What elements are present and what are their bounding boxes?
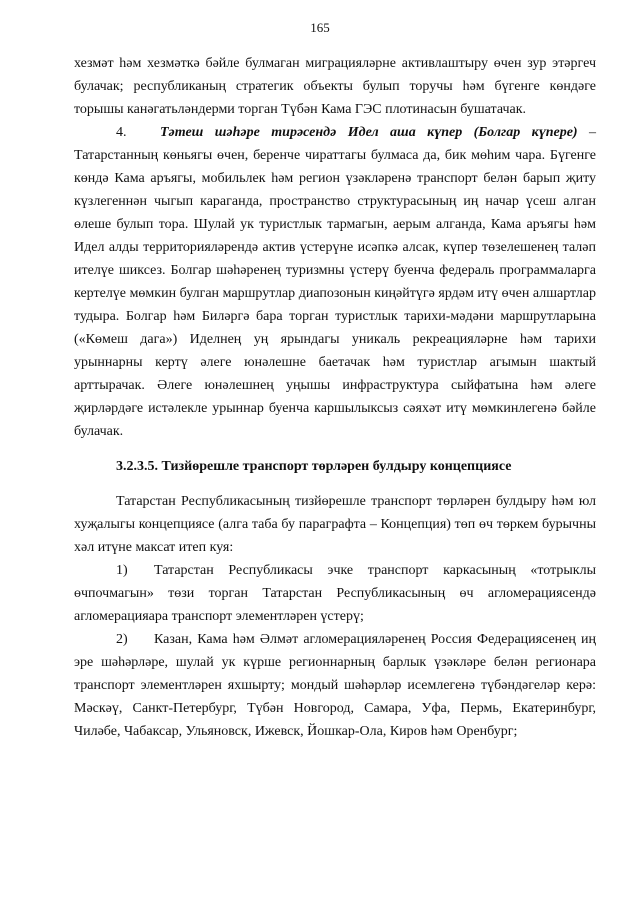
item-text: – Татарстанның көньягы өчен, беренче чираттагы булмаса да, бик мөһим чара. Бүгенге көндә Кама аръягы, мобильлек һәм регион үзәкләренә транспорт белән барып җиту күзлегеннән чыгып караганда, пространство структурасының иң начар үсеш алган өлеше булып тора. Шулай ук туристлык тармагын, аерым алганда, Кама аръягы һәм Идел алды территорияләрендә актив үстерүне исәпкә алсак, күпер төзелешенең таләп ителүе шиксез. Болгар шәһәренең туризмны үстерү буенча федераль программаларга кертелүе мөмкин булган маршрутлар диапозонын киңәйтүгә ярдәм итү өчен алшартлар тудыра. Болгар һәм Биләргә бара торган туристлык тарихи-мәдәни маршрутларына («Көмеш дага») Иделнең уң ярындагы уникаль рекреацияләрне һәм тарихи урыннарны кертү әлеге юнәлешне баетачак һәм туристлар агымын шактый арттырачак. Әлеге юнәлешнең уңышы инфраструктура сыйфатына һәм әлеге җирләрдәге истәлекле урыннар буенча каршылыксыз сәяхәт итү мөмкинлегенә бәйле булачак.: [74, 125, 596, 439]
paragraph-continuation: хезмәт һәм хезмәткә бәйле булмаган миграцияләрне активлаштыру өчен зур этәргеч булачак; республиканың стратегик объекты булып торучы һәм бүгенге көндәге торышы канәгатьләндерми торган Түбән Кама ГЭС плотинасын бушатачак.: [74, 56, 596, 117]
list-item-text: Казан, Кама һәм Әлмәт агломерацияләренең Россия Федерациясенең иң эре шәһәрләре, шулай ук күрше регионнарның барлык үзәкләре белән регионара транспорт элементләрен яхшырту; мондый шәһәрләр исемлегенә түбәндәгеләр керә: Мәскәү, Санкт-Петербург, Түбән Новгород, Самара, Уфа, Пермь, Екатеринбург, Чиләбе, Чабаксар, Ульяновск, Ижевск, Йошкар-Ола, Киров һәм Оренбург;: [74, 632, 596, 739]
list-item-text: Татарстан Республикасы эчке транспорт каркасының «тотрыклы өчпочмагын» төзи торган Татарстан Республикасының өч агломерациясендә агломерацияара транспорт элементләрен үстерү;: [74, 563, 596, 624]
page-number: 165: [310, 20, 330, 35]
list-item-number: 2): [116, 632, 128, 647]
item-number: 4.: [116, 125, 127, 140]
section-intro: Татарстан Республикасының тизйөрешле транспорт төрләрен булдыру һәм юл хуҗалыгы концепциясе (алга таба бу параграфта – Концепция) төп өч төркем бурычны хәл итүне максат итеп куя:: [74, 494, 596, 555]
list-item: [74, 559, 596, 628]
list-item: [74, 628, 596, 743]
section-heading: 3.2.3.5. Тизйөрешле транспорт төрләрен булдыру концепциясе: [116, 459, 512, 474]
document-body: [74, 52, 596, 743]
item-title: Тәтеш шәһәре тирәсендә Идел аша күпер (Болгар күпере): [160, 125, 578, 140]
list-item-number: 1): [116, 563, 128, 578]
paragraph-item-4: [74, 121, 596, 443]
